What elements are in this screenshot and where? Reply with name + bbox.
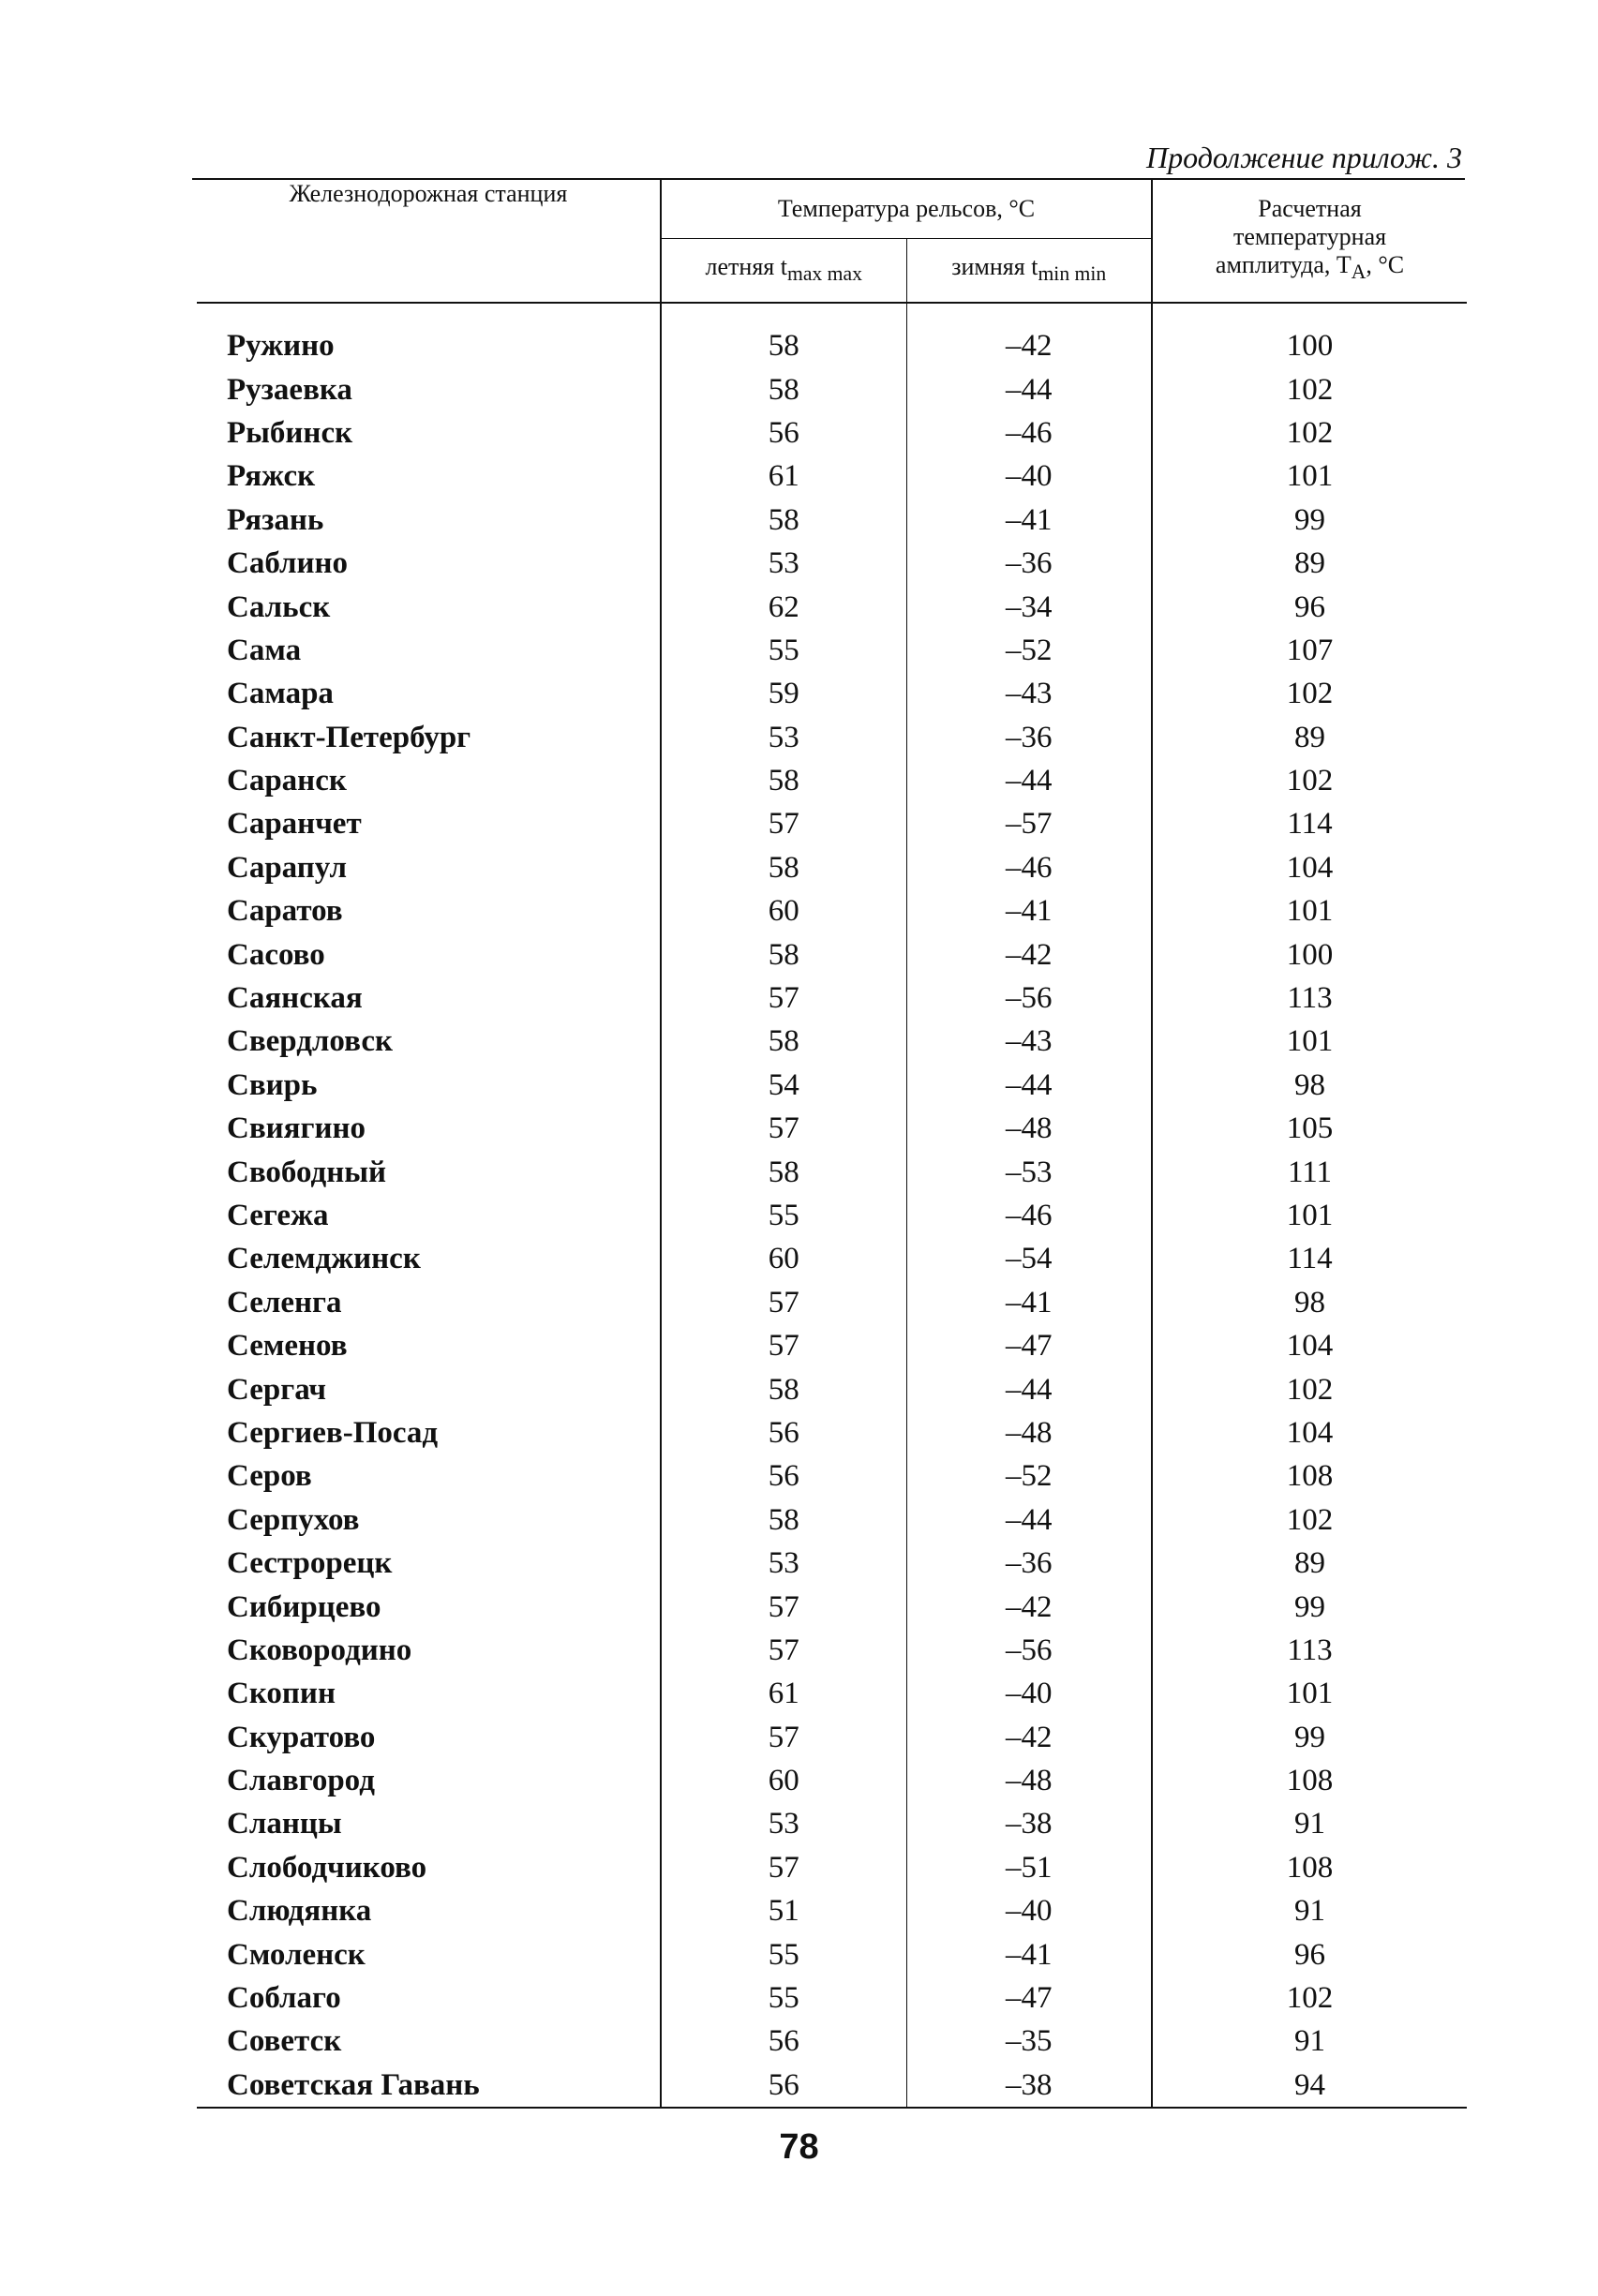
header-amplitude-line3: амплитуда, T	[1215, 251, 1352, 279]
station-name: Соблаго	[227, 1981, 341, 2016]
table-row	[197, 1020, 1467, 1063]
summer-temperature: 56	[661, 2064, 906, 2108]
temperature-amplitude: 98	[1294, 1285, 1326, 1319]
summer-temperature: 57	[661, 1585, 906, 1628]
temperature-amplitude: 89	[1294, 720, 1326, 754]
table-row	[197, 1281, 1467, 1324]
summer-temperature: 53	[661, 716, 906, 759]
summer-temperature: 58	[661, 367, 906, 410]
winter-temperature: –48	[906, 1759, 1152, 1802]
winter-temperature: –52	[906, 629, 1152, 672]
temperature-amplitude: 105	[1286, 1111, 1334, 1146]
summer-temperature: 51	[661, 1889, 906, 1932]
temperature-amplitude: 91	[1294, 1894, 1326, 1929]
temperature-amplitude: 114	[1287, 1242, 1333, 1276]
station-name: Сарапул	[227, 850, 347, 885]
table-row	[197, 977, 1467, 1020]
station-name: Советск	[227, 2024, 342, 2059]
summer-temperature: 58	[661, 1498, 906, 1542]
header-amplitude-line1: Расчетная	[1258, 195, 1362, 223]
station-name: Семенов	[227, 1329, 348, 1364]
winter-temperature: –46	[906, 411, 1152, 455]
winter-temperature: –43	[906, 672, 1152, 715]
table-row	[197, 1454, 1467, 1498]
station-name: Ряжск	[227, 459, 316, 494]
temperature-amplitude: 113	[1287, 1633, 1333, 1667]
winter-temperature: –44	[906, 1064, 1152, 1107]
table-row	[197, 1759, 1467, 1802]
temperature-amplitude: 101	[1286, 459, 1334, 494]
station-name: Сасово	[227, 937, 325, 972]
winter-temperature: –54	[906, 1237, 1152, 1280]
temperature-amplitude: 99	[1294, 502, 1326, 537]
station-name: Сибирцево	[227, 1589, 381, 1624]
table-row	[197, 367, 1467, 410]
temperature-amplitude: 114	[1287, 807, 1333, 842]
winter-temperature: –47	[906, 1324, 1152, 1367]
summer-temperature: 53	[661, 542, 906, 585]
winter-temperature: –36	[906, 1542, 1152, 1585]
temperature-amplitude: 102	[1286, 677, 1334, 711]
table-row	[197, 1367, 1467, 1410]
station-name: Саянская	[227, 981, 363, 1016]
header-summer-sub: max max	[786, 262, 862, 286]
winter-temperature: –40	[906, 455, 1152, 498]
winter-temperature: –43	[906, 1020, 1152, 1063]
summer-temperature: 53	[661, 1542, 906, 1585]
station-name: Смоленск	[227, 1937, 366, 1972]
summer-temperature: 55	[661, 629, 906, 672]
table-row	[197, 629, 1467, 672]
station-name: Саблино	[227, 546, 349, 581]
continuation-label: Продолжение прилож. 3	[1146, 141, 1462, 174]
summer-temperature: 58	[661, 846, 906, 889]
header-rail-temperature: Температура рельсов, °С	[661, 180, 1152, 239]
summer-temperature: 58	[661, 499, 906, 542]
summer-temperature: 60	[661, 1759, 906, 1802]
temperature-amplitude: 96	[1294, 1937, 1326, 1972]
header-winter	[906, 239, 1152, 303]
station-name: Сама	[227, 633, 302, 667]
station-name: Слюдянка	[227, 1894, 372, 1929]
station-name: Селенга	[227, 1285, 342, 1319]
summer-temperature: 54	[661, 1064, 906, 1107]
summer-temperature: 57	[661, 977, 906, 1020]
station-name: Свиягино	[227, 1111, 366, 1146]
table-row	[197, 1194, 1467, 1237]
station-name: Рузаевка	[227, 372, 352, 407]
summer-temperature: 58	[661, 324, 906, 367]
winter-temperature: –44	[906, 1367, 1152, 1410]
spacer-cell	[661, 303, 906, 324]
station-name: Самара	[227, 677, 334, 711]
temperature-amplitude: 104	[1286, 1415, 1334, 1450]
temperature-amplitude: 102	[1286, 1981, 1334, 2016]
summer-temperature: 58	[661, 1020, 906, 1063]
header-station: Железнодорожная станция	[197, 180, 661, 303]
station-name: Свердловск	[227, 1024, 393, 1059]
summer-temperature: 58	[661, 1150, 906, 1193]
summer-temperature: 56	[661, 411, 906, 455]
winter-temperature: –56	[906, 1629, 1152, 1672]
table-row	[197, 2064, 1467, 2108]
winter-temperature: –41	[906, 499, 1152, 542]
station-name: Свободный	[227, 1155, 387, 1189]
temperature-amplitude: 91	[1294, 2024, 1326, 2059]
winter-temperature: –53	[906, 1150, 1152, 1193]
winter-temperature: –52	[906, 1454, 1152, 1498]
station-name: Серпухов	[227, 1502, 360, 1537]
station-name: Санкт-Петербург	[227, 720, 471, 754]
summer-temperature: 55	[661, 1194, 906, 1237]
temperature-amplitude: 99	[1294, 1589, 1326, 1624]
summer-temperature: 56	[661, 2020, 906, 2063]
table-row	[197, 1585, 1467, 1628]
winter-temperature: –47	[906, 1976, 1152, 2020]
spacer-cell	[1152, 303, 1467, 324]
station-name: Рязань	[227, 502, 324, 537]
temperature-amplitude: 99	[1294, 1720, 1326, 1754]
spacer-cell	[906, 303, 1152, 324]
temperature-amplitude: 111	[1287, 1155, 1333, 1189]
station-name: Сланцы	[227, 1807, 342, 1841]
temperature-amplitude: 108	[1286, 1850, 1334, 1885]
summer-temperature: 58	[661, 1367, 906, 1410]
summer-temperature: 57	[661, 1629, 906, 1672]
summer-temperature: 55	[661, 1932, 906, 1975]
table-row	[197, 889, 1467, 932]
header-winter-sub: min min	[1038, 262, 1107, 286]
temperature-amplitude: 104	[1286, 1329, 1334, 1364]
table-row	[197, 1889, 1467, 1932]
temperature-amplitude: 100	[1286, 329, 1334, 364]
table-row	[197, 324, 1467, 367]
station-name: Рыбинск	[227, 415, 353, 450]
summer-temperature: 57	[661, 1281, 906, 1324]
temperature-amplitude: 100	[1286, 937, 1334, 972]
station-name: Свирь	[227, 1067, 318, 1102]
station-name: Слободчиково	[227, 1850, 427, 1885]
header-winter-label: зимняя t	[951, 253, 1038, 281]
temperature-amplitude: 101	[1286, 1199, 1334, 1232]
winter-temperature: –46	[906, 1194, 1152, 1237]
temperature-amplitude: 101	[1286, 1677, 1334, 1711]
summer-temperature: 60	[661, 1237, 906, 1280]
table-row	[197, 1107, 1467, 1150]
winter-temperature: –48	[906, 1107, 1152, 1150]
table-row	[197, 846, 1467, 889]
table-row	[197, 499, 1467, 542]
header-amplitude	[1152, 180, 1467, 303]
winter-temperature: –40	[906, 1672, 1152, 1715]
summer-temperature: 59	[661, 672, 906, 715]
station-name: Сергиев-Посад	[227, 1415, 439, 1450]
temperature-amplitude: 102	[1286, 1502, 1334, 1537]
summer-temperature: 58	[661, 759, 906, 802]
station-name: Скуратово	[227, 1720, 376, 1754]
summer-temperature: 55	[661, 1976, 906, 2020]
summer-temperature: 57	[661, 1324, 906, 1367]
winter-temperature: –41	[906, 1932, 1152, 1975]
summer-temperature: 60	[661, 889, 906, 932]
winter-temperature: –42	[906, 1585, 1152, 1628]
temperature-amplitude: 101	[1286, 1024, 1334, 1059]
station-name: Скопин	[227, 1677, 336, 1711]
winter-temperature: –44	[906, 759, 1152, 802]
winter-temperature: –46	[906, 846, 1152, 889]
temperature-amplitude: 107	[1286, 633, 1334, 667]
winter-temperature: –51	[906, 1846, 1152, 1889]
station-name: Славгород	[227, 1764, 375, 1798]
temperature-amplitude: 98	[1294, 1067, 1326, 1102]
station-name: Серов	[227, 1459, 312, 1494]
temperature-amplitude: 102	[1286, 1372, 1334, 1407]
temperature-amplitude: 108	[1286, 1764, 1334, 1798]
station-name: Сальск	[227, 589, 331, 624]
temperature-amplitude: 102	[1286, 415, 1334, 450]
winter-temperature: –42	[906, 932, 1152, 976]
table-row	[197, 1802, 1467, 1845]
winter-temperature: –36	[906, 716, 1152, 759]
summer-temperature: 57	[661, 1846, 906, 1889]
summer-temperature: 58	[661, 932, 906, 976]
table-row	[197, 1846, 1467, 1889]
temperature-amplitude: 102	[1286, 764, 1334, 798]
winter-temperature: –41	[906, 1281, 1152, 1324]
winter-temperature: –42	[906, 324, 1152, 367]
table-row	[197, 1976, 1467, 2020]
winter-temperature: –44	[906, 1498, 1152, 1542]
table-row	[197, 1150, 1467, 1193]
summer-temperature: 61	[661, 1672, 906, 1715]
station-name: Советская Гавань	[197, 2064, 661, 2108]
temperature-amplitude: 89	[1294, 1546, 1326, 1581]
table-row	[197, 1237, 1467, 1280]
table-row	[197, 1716, 1467, 1759]
table-row	[197, 759, 1467, 802]
station-name: Саратов	[227, 894, 343, 929]
table-row	[197, 1672, 1467, 1715]
temperature-amplitude: 96	[1294, 589, 1326, 624]
table-row	[197, 411, 1467, 455]
temperature-amplitude: 113	[1287, 981, 1333, 1016]
table-row	[197, 802, 1467, 845]
station-name: Саранск	[227, 764, 347, 798]
header-amplitude-line2: температурная	[1232, 223, 1387, 251]
station-name: Ружино	[227, 329, 335, 364]
table-row	[197, 716, 1467, 759]
page-number: 78	[779, 2127, 819, 2167]
table-spacer-row	[197, 303, 1467, 324]
table-row	[197, 1324, 1467, 1367]
station-name: Сестрорецк	[227, 1546, 393, 1581]
winter-temperature: –40	[906, 1889, 1152, 1932]
temperature-amplitude: 102	[1286, 372, 1334, 407]
summer-temperature: 56	[661, 1454, 906, 1498]
station-name: Сковородино	[227, 1633, 412, 1667]
winter-temperature: –38	[906, 2064, 1152, 2108]
table-row	[197, 1411, 1467, 1454]
table-body	[197, 303, 1467, 2108]
winter-temperature: –57	[906, 802, 1152, 845]
summer-temperature: 57	[661, 1716, 906, 1759]
winter-temperature: –44	[906, 367, 1152, 410]
table-row	[197, 1064, 1467, 1107]
winter-temperature: –38	[906, 1802, 1152, 1845]
station-name: Селемджинск	[227, 1242, 421, 1276]
header-summer-label: летняя t	[705, 253, 787, 281]
summer-temperature: 53	[661, 1802, 906, 1845]
header-summer	[661, 239, 906, 303]
winter-temperature: –36	[906, 542, 1152, 585]
table-row	[197, 1498, 1467, 1542]
temperature-amplitude: 91	[1294, 1807, 1326, 1841]
winter-temperature: –56	[906, 977, 1152, 1020]
station-name: Сегежа	[227, 1199, 329, 1232]
winter-temperature: –34	[906, 585, 1152, 628]
table-row	[197, 542, 1467, 585]
temperature-amplitude: 89	[1294, 546, 1326, 581]
winter-temperature: –48	[906, 1411, 1152, 1454]
summer-temperature: 57	[661, 802, 906, 845]
rail-temperature-table	[197, 180, 1467, 2109]
temperature-amplitude: 108	[1286, 1459, 1334, 1494]
temperature-amplitude: 94	[1152, 2064, 1467, 2108]
summer-temperature: 57	[661, 1107, 906, 1150]
winter-temperature: –42	[906, 1716, 1152, 1759]
summer-temperature: 62	[661, 585, 906, 628]
table-row	[197, 585, 1467, 628]
header-amplitude-unit: , °С	[1366, 251, 1405, 279]
table-row	[197, 932, 1467, 976]
table-row	[197, 1629, 1467, 1672]
station-name: Саранчет	[227, 807, 362, 842]
spacer-cell	[197, 303, 661, 324]
summer-temperature: 56	[661, 1411, 906, 1454]
summer-temperature: 61	[661, 455, 906, 498]
winter-temperature: –41	[906, 889, 1152, 932]
station-name: Сергач	[227, 1372, 327, 1407]
table-row	[197, 455, 1467, 498]
table-row	[197, 1932, 1467, 1975]
header-amplitude-sub: A	[1351, 261, 1367, 284]
table-row	[197, 672, 1467, 715]
winter-temperature: –35	[906, 2020, 1152, 2063]
temperature-amplitude: 104	[1286, 850, 1334, 885]
table-row	[197, 2020, 1467, 2063]
temperature-amplitude: 101	[1286, 894, 1334, 929]
table-row	[197, 1542, 1467, 1585]
